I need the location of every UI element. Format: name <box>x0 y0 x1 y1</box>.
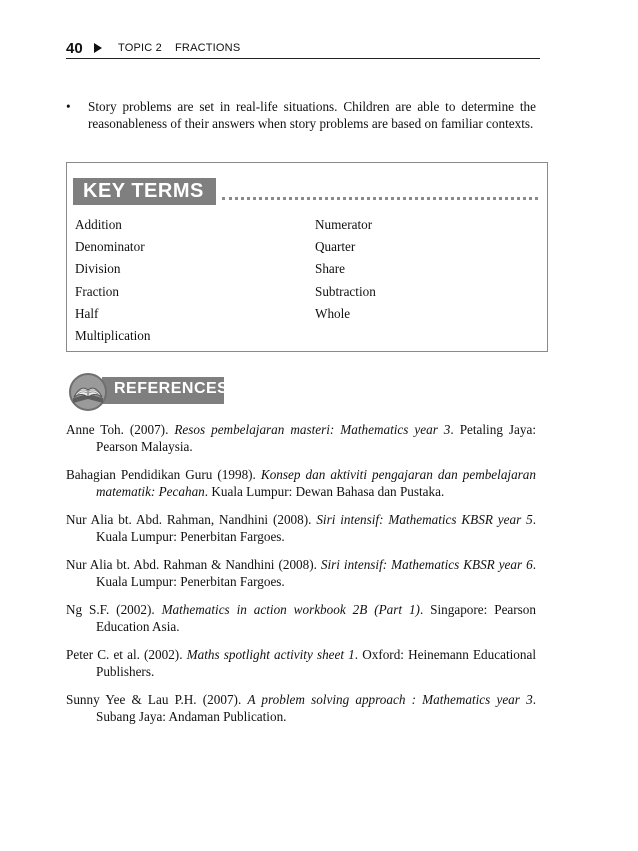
book-icon <box>66 372 110 412</box>
key-terms-header <box>73 178 216 205</box>
key-term: Numerator <box>315 217 373 232</box>
references-title: REFERENCES <box>114 380 229 397</box>
topic-title: TOPIC 2 FRACTIONS <box>118 42 241 54</box>
key-term: Division <box>75 261 121 277</box>
reference-item: Bahagian Pendidikan Guru (1998). Konsep dan aktiviti pengajaran dan pembelajaran matematik: Pecahan. Kuala Lumpur: Dewan Bahasa dan Pustaka. <box>66 467 536 499</box>
key-term: Whole <box>315 305 351 321</box>
reference-item: Nur Alia bt. Abd. Rahman & Nandhini (2008). Siri intensif: Mathematics KBSR year 6. Kuala Lumpur: Penerbitan Fargoes. <box>66 557 536 589</box>
references-list <box>66 422 536 737</box>
reference-item: Sunny Yee & Lau P.H. (2007). A problem solving approach : Mathematics year 3. Subang Jaya: Andaman Publication. <box>66 692 536 724</box>
key-term: Fraction <box>75 283 119 299</box>
reference-item: Peter C. et al. (2002). Maths spotlight activity sheet 1. Oxford: Heinemann Educational Publishers. <box>66 647 536 679</box>
key-term: Denominator <box>75 239 145 255</box>
bullet-text: Story problems are set in real-life situations. Children are able to determine the reasonableness of their answers when story problems are based on familiar contexts. <box>88 99 536 131</box>
key-terms-box <box>66 162 548 352</box>
key-term: Subtraction <box>315 283 376 299</box>
key-term: Share <box>315 261 346 277</box>
key-terms-left-column <box>75 217 275 350</box>
key-term: Half <box>75 305 99 321</box>
reference-item: Ng S.F. (2002). Mathematics in action workbook 2B (Part 1). Singapore: Pearson Education Asia. <box>66 602 536 634</box>
references-header <box>66 372 236 412</box>
page-number: 40 <box>66 40 83 57</box>
reference-item: Anne Toh. (2007). Resos pembelajaran masteri: Mathematics year 3. Petaling Jaya: Pearson Malaysia. <box>66 422 536 454</box>
key-term: Multiplication <box>75 327 151 343</box>
page-header <box>66 40 540 59</box>
key-terms-title: KEY TERMS <box>83 180 204 202</box>
reference-item: Nur Alia bt. Abd. Rahman, Nandhini (2008). Siri intensif: Mathematics KBSR year 5. Kuala Lumpur: Penerbitan Fargoes. <box>66 512 536 544</box>
key-term: Addition <box>75 217 122 232</box>
bullet-icon: • <box>66 99 71 114</box>
dotted-divider <box>222 197 538 200</box>
key-term: Quarter <box>315 239 356 255</box>
arrow-right-icon <box>94 43 102 53</box>
key-terms-right-column <box>315 217 515 328</box>
